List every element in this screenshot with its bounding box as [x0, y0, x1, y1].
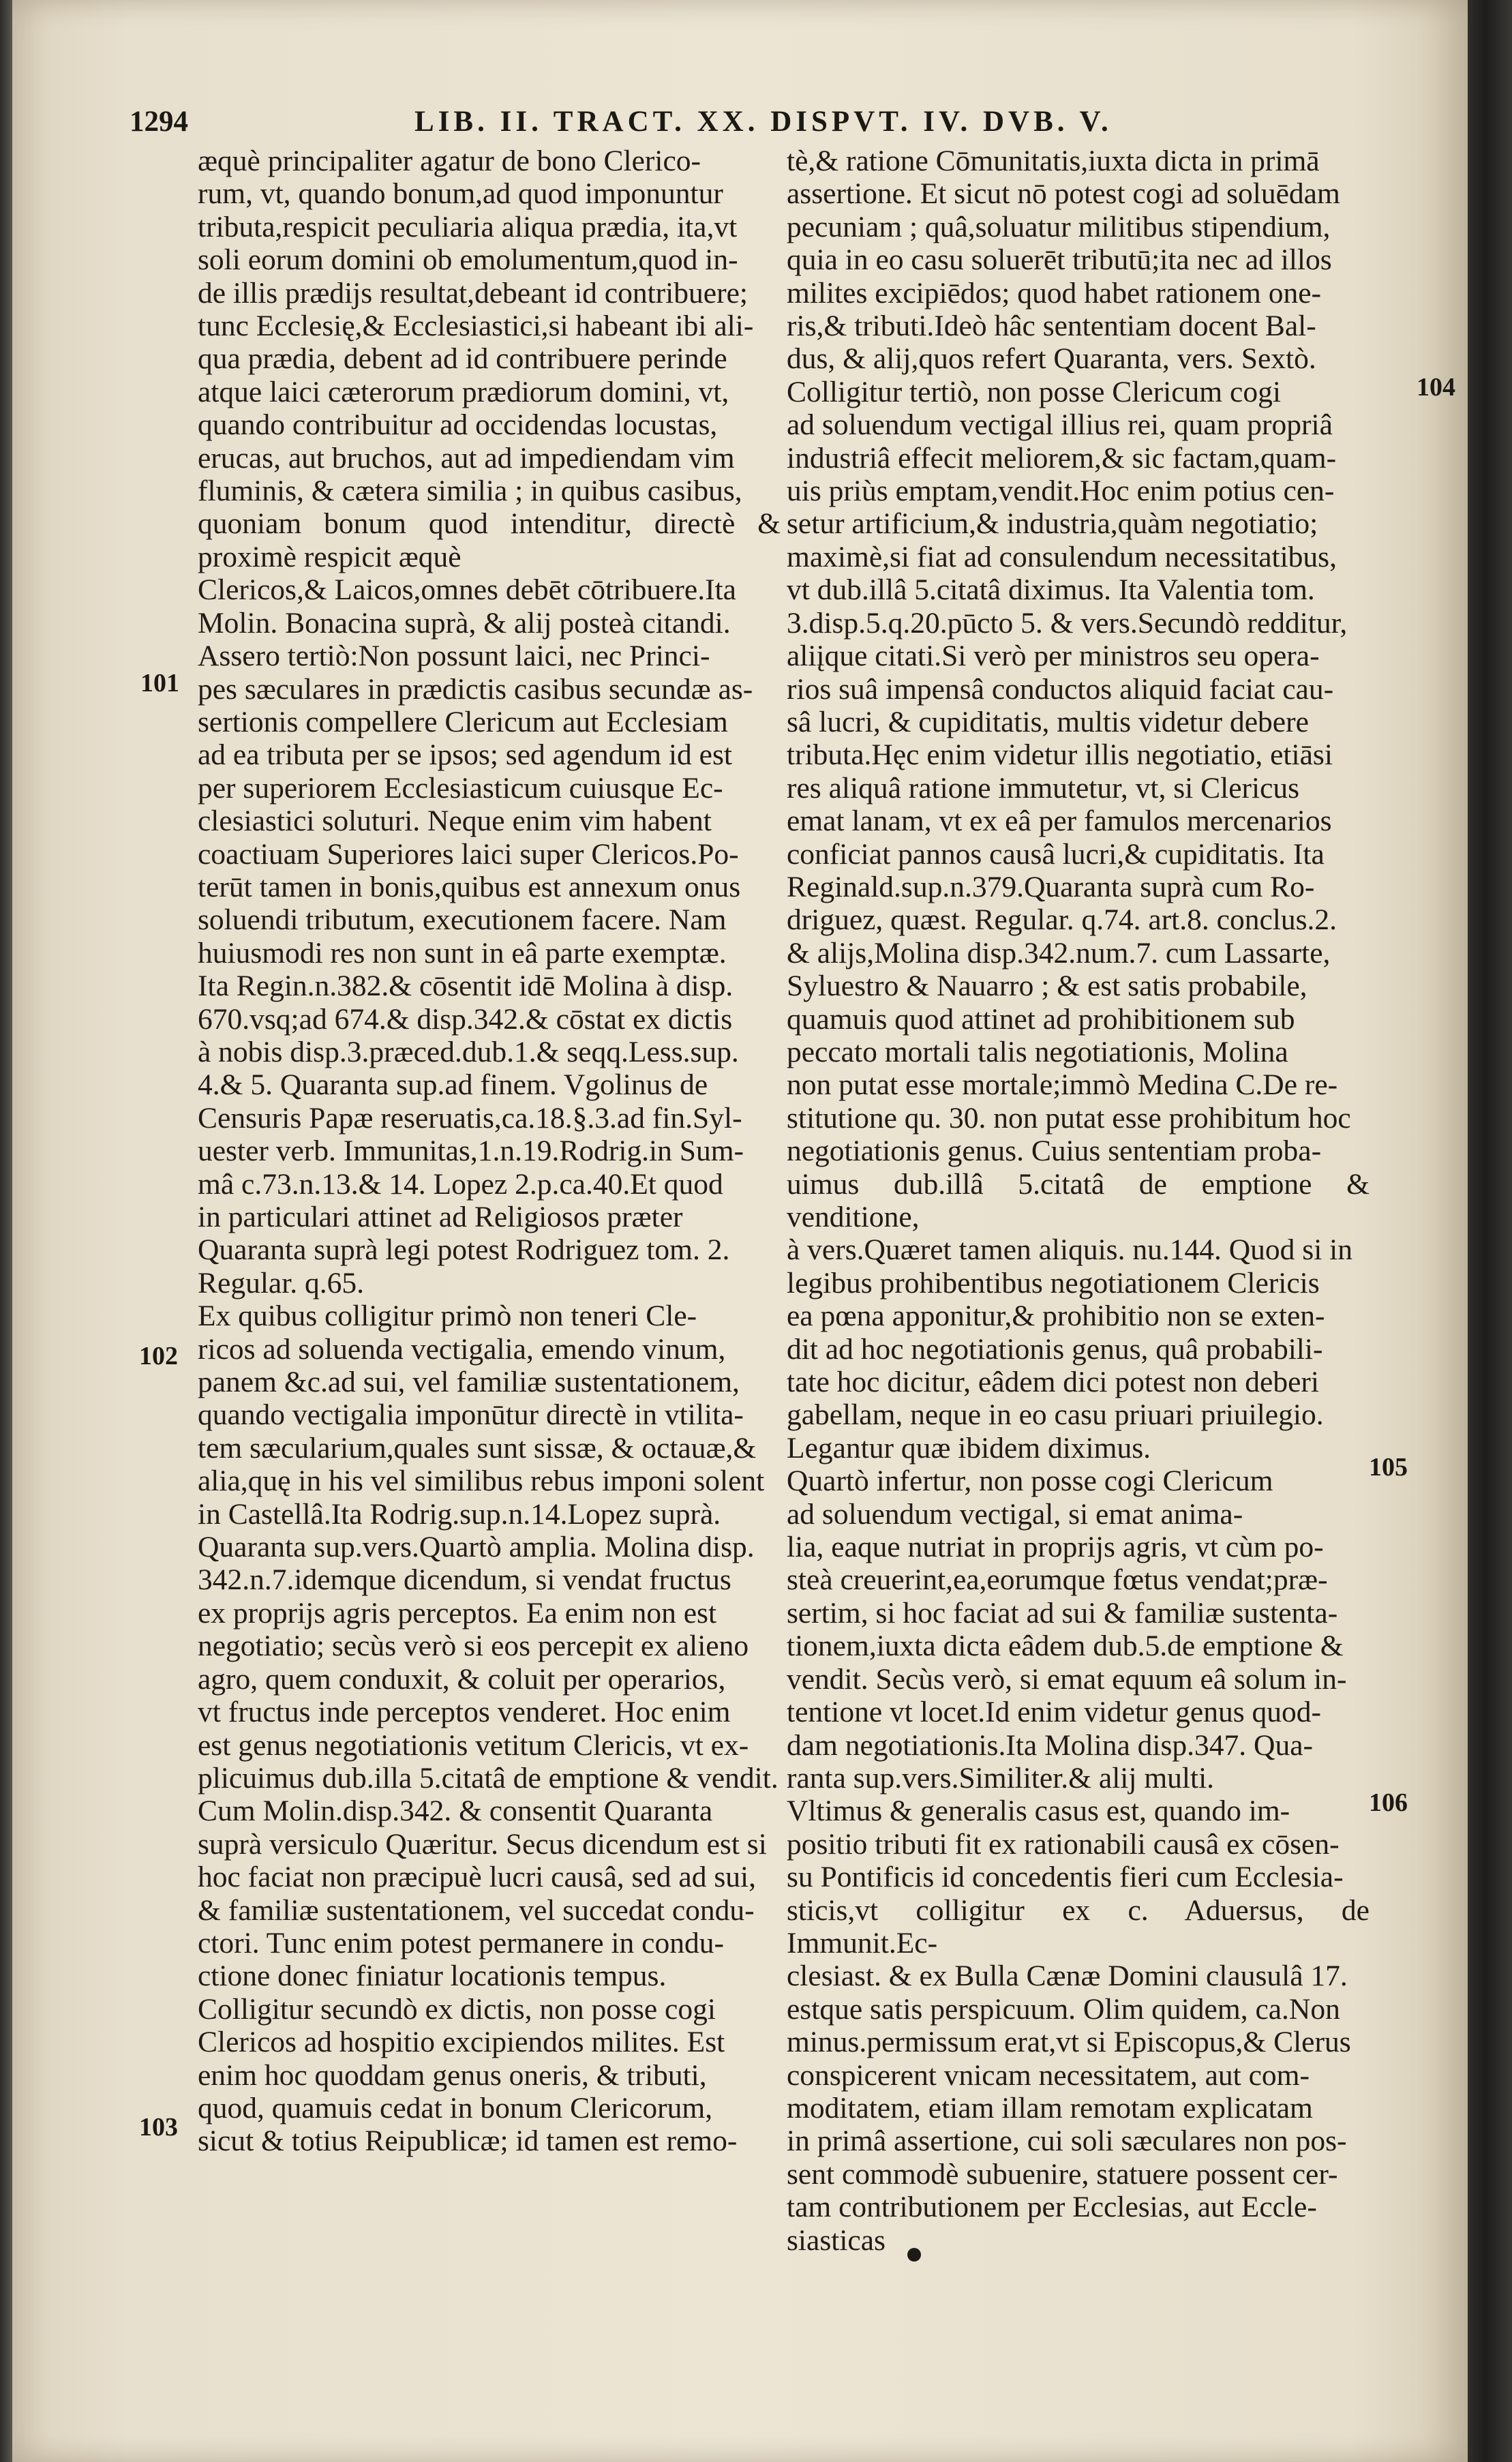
margin-number-106: 106 [1369, 1788, 1408, 1817]
running-title: LIB. II. TRACT. XX. DISPVT. IV. DVB. V. [414, 106, 1113, 138]
scan-edge-left [0, 0, 12, 2462]
margin-number-103: 103 [139, 2113, 178, 2142]
margin-number-104: 104 [1417, 373, 1455, 402]
ink-dot [907, 2248, 921, 2262]
page-number: 1294 [130, 106, 188, 138]
margin-number-101: 101 [140, 669, 179, 697]
margin-number-105: 105 [1369, 1453, 1408, 1482]
page-header [130, 100, 1384, 145]
scan-edge-right [1468, 0, 1512, 2462]
book-page [12, 0, 1468, 2462]
text-column-right: tè,& ratione Cōmunitatis,iuxta dicta in primā assertione. Et sicut nō potest cogi ad soluēdam pecuniam ; quâ,soluatur militibus stipendium, quia in eo casu soluerēt tributū;ita nec ad illos milites excipiēdos; quod habet rationem one- ris,& tributi.Ideò hâc sententiam docent Bal- dus, & alij,quos refert Quaranta, vers. Sextò. Colligitur tertiò, non posse Clericum cogi ad soluendum vectigal illius rei, quam propriâ industriâ effecit meliorem,& sic factam,quam- uis priùs emptam,vendit.Hoc enim potius cen- setur artificium,& industria,quàm negotiatio; maximè,si fiat ad consulendum necessitatibus, vt dub.illâ 5.citatâ diximus. Ita Valentia tom. 3.disp.5.q.20.pūcto 5. & vers.Secundò redditur, aliįque citati.Si verò per ministros seu opera- rios suâ impensâ conductos aliquid faciat cau- sâ lucri, & cupiditatis, multis videtur debere tributa.Hęc enim videtur illis negotiatio, etiāsi res aliquâ ratione immutetur, vt, si Clericus emat lanam, vt ex eâ per famulos mercenarios conficiat pannos causâ lucri,& cupiditatis. Ita Reginald.sup.n.379.Quaranta suprà cum Ro- driguez, quæst. Regular. q.74. art.8. conclus.2. & alijs,Molina disp.342.num.7. cum Lassarte, Syluestro & Nauarro ; & est satis probabile, quamuis quod attinet ad prohibitionem sub peccato mortali talis negotiationis, Molina non putat esse mortale;immò Medina C.De re- stitutione qu. 30. non putat esse prohibitum hoc negotiationis genus. Cuius sententiam proba- uimus dub.illâ 5.citatâ de emptione & venditione, à vers.Quæret tamen aliquis. nu.144. Quod si in legibus prohibentibus negotiationem Clericis ea pœna apponitur,& prohibitio non se exten- dit ad hoc negotiationis genus, quâ probabili- tate hoc dicitur, eâdem dici potest non deberi gabellam, neque in eo casu priuari priuilegio. Legantur quæ ibidem diximus. Quartò infertur, non posse cogi Clericum ad soluendum vectigal, si emat anima- lia, eaque nutriat in proprijs agris, vt cùm po- steà creuerint,ea,eorumque fœtus vendat;præ- sertim, si hoc faciat ad sui & familiæ sustenta- tionem,iuxta dicta eâdem dub.5.de emptione & vendit. Secùs verò, si emat equum eâ solum in- tentione vt locet.Id enim videtur genus quod- dam negotiationis.Ita Molina disp.347. Qua- ranta sup.vers.Similiter.& alij multi. Vltimus & generalis casus est, quando im- positio tributi fit ex rationabili causâ ex cōsen- su Pontificis id concedentis fieri cum Ecclesia- sticis,vt colligitur ex c. Aduersus, de Immunit.Ec- clesiast. & ex Bulla Cænæ Domini clausulâ 17. estque satis perspicuum. Olim quidem, ca.Non minus.permissum erat,vt si Episcopus,& Clerus conspicerent vnicam necessitatem, aut com- moditatem, etiam illam remotam explicatam in primâ assertione, cui soli sæculares non pos- sent commodè subuenire, statuere possent cer- tam contributionem per Ecclesias, aut Eccle- siasticas [787, 145, 1370, 2257]
text-column-left: æquè principaliter agatur de bono Clerico- rum, vt, quando bonum,ad quod imponuntur tributa,respicit peculiaria aliqua prædia, ita,vt soli eorum domini ob emolumentum,quod in- de illis prædijs resultat,debeant id contribuere; tunc Ecclesię,& Ecclesiastici,si habeant ibi ali- qua prædia, debent ad id contribuere perinde atque laici cæterorum prædiorum domini, vt, quando contribuitur ad occidendas locustas, erucas, aut bruchos, aut ad impediendam vim fluminis, & cætera similia ; in quibus casibus, quoniam bonum quod intenditur, directè & proximè respicit æquè Clericos,& Laicos,omnes debēt cōtribuere.Ita Molin. Bonacina suprà, & alij posteà citandi. Assero tertiò:Non possunt laici, nec Princi- pes sæculares in prædictis casibus secundæ as- sertionis compellere Clericum aut Ecclesiam ad ea tributa per se ipsos; sed agendum id est per superiorem Ecclesiasticum cuiusque Ec- clesiastici soluturi. Neque enim vim habent coactiuam Superiores laici super Clericos.Po- terūt tamen in bonis,quibus est annexum onus soluendi tributum, executionem facere. Nam huiusmodi res non sunt in eâ parte exemptæ. Ita Regin.n.382.& cōsentit idē Molina à disp. 670.vsq;ad 674.& disp.342.& cōstat ex dictis à nobis disp.3.præced.dub.1.& seqq.Less.sup. 4.& 5. Quaranta sup.ad finem. Vgolinus de Censuris Papæ reseruatis,ca.18.§.3.ad fin.Syl- uester verb. Immunitas,1.n.19.Rodrig.in Sum- mâ c.73.n.13.& 14. Lopez 2.p.ca.40.Et quod in particulari attinet ad Religiosos præter Quaranta suprà legi potest Rodriguez tom. 2. Regular. q.65. Ex quibus colligitur primò non teneri Cle- ricos ad soluenda vectigalia, emendo vinum, panem &c.ad sui, vel familiæ sustentationem, quando vectigalia imponūtur directè in vtilita- tem sæcularium,quales sunt sissæ, & octauæ,& alia,quę in his vel similibus rebus imponi solent in Castellâ.Ita Rodrig.sup.n.14.Lopez suprà. Quaranta sup.vers.Quartò amplia. Molina disp. 342.n.7.idemque dicendum, si vendat fructus ex proprijs agris perceptos. Ea enim non est negotiatio; secùs verò si eos percepit ex alieno agro, quem conduxit, & coluit per operarios, vt fructus inde perceptos venderet. Hoc enim est genus negotiationis vetitum Clericis, vt ex- plicuimus dub.illa 5.citatâ de emptione & vendit. Cum Molin.disp.342. & consentit Quaranta suprà versiculo Quæritur. Secus dicendum est si hoc faciat non præcipuè lucri causâ, sed ad sui, & familiæ sustentationem, vel succedat condu- ctori. Tunc enim potest permanere in condu- ctione donec finiatur locationis tempus. Colligitur secundò ex dictis, non posse cogi Clericos ad hospitio excipiendos milites. Est enim hoc quoddam genus oneris, & tributi, quod, quamuis cedat in bonum Clericorum, sicut & totius Reipublicæ; id tamen est remo- [198, 145, 781, 2158]
margin-number-102: 102 [139, 1342, 178, 1370]
